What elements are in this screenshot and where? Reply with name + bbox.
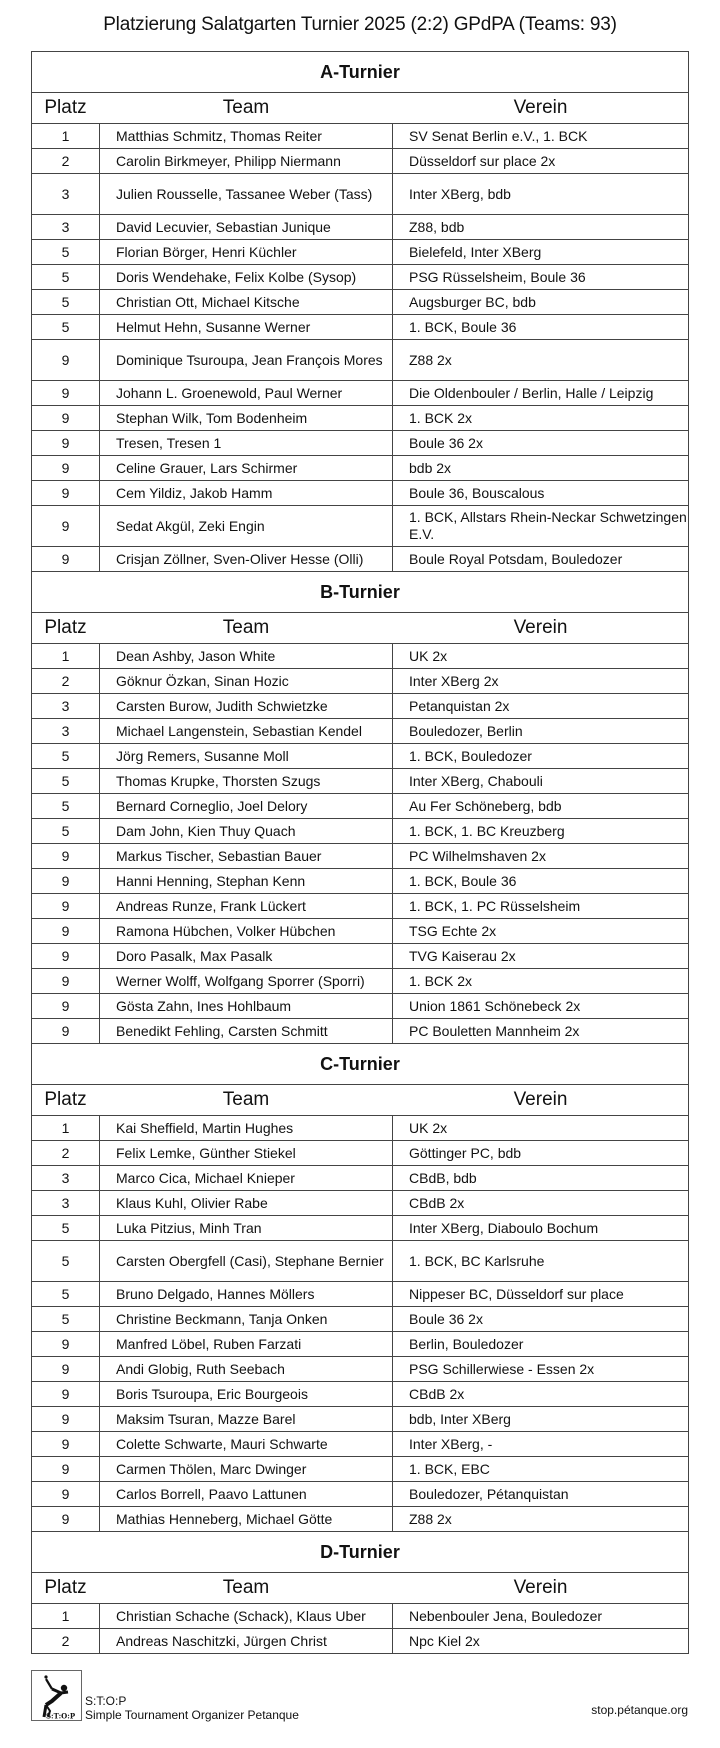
verein-cell: 1. BCK, EBC (393, 1457, 689, 1482)
verein-cell: Nippeser BC, Düsseldorf sur place (393, 1282, 689, 1307)
platz-cell: 5 (32, 240, 100, 265)
platz-cell: 9 (32, 1507, 100, 1532)
table-row (32, 481, 689, 506)
verein-cell: SV Senat Berlin e.V., 1. BCK (393, 124, 689, 149)
team-cell: Markus Tischer, Sebastian Bauer (100, 844, 393, 869)
table-row (32, 844, 689, 869)
platz-cell: 5 (32, 1216, 100, 1241)
table-row (32, 215, 689, 240)
verein-cell: Union 1861 Schönebeck 2x (393, 994, 689, 1019)
verein-cell: Inter XBerg, - (393, 1432, 689, 1457)
section-title: C-Turnier (32, 1044, 689, 1085)
column-header-row (32, 613, 689, 644)
footer-subtitle: Simple Tournament Organizer Petanque (85, 1708, 299, 1722)
table-row (32, 265, 689, 290)
team-cell: Crisjan Zöllner, Sven-Oliver Hesse (Olli) (100, 547, 393, 572)
platz-cell: 9 (32, 919, 100, 944)
platz-cell: 9 (32, 844, 100, 869)
table-row (32, 506, 689, 547)
petanque-player-icon (32, 1671, 81, 1720)
team-cell: Marco Cica, Michael Knieper (100, 1166, 393, 1191)
column-header-row (32, 1573, 689, 1604)
team-cell: Luka Pitzius, Minh Tran (100, 1216, 393, 1241)
table-row (32, 1332, 689, 1357)
table-row (32, 1191, 689, 1216)
team-cell: Christine Beckmann, Tanja Onken (100, 1307, 393, 1332)
team-cell: Felix Lemke, Günther Stiekel (100, 1141, 393, 1166)
platz-cell: 9 (32, 406, 100, 431)
column-header-verein: Verein (393, 1573, 689, 1604)
table-row (32, 1507, 689, 1532)
platz-cell: 5 (32, 794, 100, 819)
footer-url[interactable]: stop.pétanque.org (591, 1703, 688, 1717)
platz-cell: 9 (32, 969, 100, 994)
team-cell: Carolin Birkmeyer, Philipp Niermann (100, 149, 393, 174)
team-cell: Andreas Naschitzki, Jürgen Christ (100, 1629, 393, 1654)
team-cell: Carsten Obergfell (Casi), Stephane Bernier (100, 1241, 393, 1282)
stop-logo (31, 1670, 82, 1721)
team-cell: Celine Grauer, Lars Schirmer (100, 456, 393, 481)
platz-cell: 5 (32, 315, 100, 340)
team-cell: Hanni Henning, Stephan Kenn (100, 869, 393, 894)
verein-cell: CBdB 2x (393, 1382, 689, 1407)
platz-cell: 9 (32, 1332, 100, 1357)
verein-cell: UK 2x (393, 1116, 689, 1141)
table-row (32, 431, 689, 456)
team-cell: Cem Yildiz, Jakob Hamm (100, 481, 393, 506)
platz-cell: 5 (32, 769, 100, 794)
team-cell: Maksim Tsuran, Mazze Barel (100, 1407, 393, 1432)
team-cell: Christian Schache (Schack), Klaus Uber (100, 1604, 393, 1629)
section-header (32, 52, 689, 93)
verein-cell: CBdB, bdb (393, 1166, 689, 1191)
team-cell: Johann L. Groenewold, Paul Werner (100, 381, 393, 406)
platz-cell: 5 (32, 1307, 100, 1332)
verein-cell: TSG Echte 2x (393, 919, 689, 944)
table-row (32, 149, 689, 174)
column-header-team: Team (100, 613, 393, 644)
team-cell: Florian Börger, Henri Küchler (100, 240, 393, 265)
platz-cell: 9 (32, 1382, 100, 1407)
page-title: Platzierung Salatgarten Turnier 2025 (2:2) GPdPA (Teams: 93) (103, 14, 617, 35)
team-cell: Doris Wendehake, Felix Kolbe (Sysop) (100, 265, 393, 290)
platz-cell: 9 (32, 1482, 100, 1507)
verein-cell: Z88 2x (393, 1507, 689, 1532)
verein-cell: 1. BCK 2x (393, 406, 689, 431)
column-header-team: Team (100, 1085, 393, 1116)
section-title: B-Turnier (32, 572, 689, 613)
verein-cell: Inter XBerg, Chabouli (393, 769, 689, 794)
verein-cell: Nebenbouler Jena, Bouledozer (393, 1604, 689, 1629)
column-header-row (32, 1085, 689, 1116)
table-row (32, 1604, 689, 1629)
verein-cell: 1. BCK, Boule 36 (393, 869, 689, 894)
column-header-row (32, 93, 689, 124)
platz-cell: 3 (32, 215, 100, 240)
platz-cell: 9 (32, 1457, 100, 1482)
verein-cell: TVG Kaiserau 2x (393, 944, 689, 969)
platz-cell: 9 (32, 1357, 100, 1382)
team-cell: Carmen Thölen, Marc Dwinger (100, 1457, 393, 1482)
table-row (32, 381, 689, 406)
verein-cell: PC Wilhelmshaven 2x (393, 844, 689, 869)
team-cell: Dean Ashby, Jason White (100, 644, 393, 669)
team-cell: Stephan Wilk, Tom Bodenheim (100, 406, 393, 431)
team-cell: Kai Sheffield, Martin Hughes (100, 1116, 393, 1141)
table-row (32, 944, 689, 969)
team-cell: Tresen, Tresen 1 (100, 431, 393, 456)
platz-cell: 1 (32, 644, 100, 669)
verein-cell: CBdB 2x (393, 1191, 689, 1216)
verein-cell: Die Oldenbouler / Berlin, Halle / Leipzig (393, 381, 689, 406)
table-row (32, 456, 689, 481)
platz-cell: 5 (32, 1282, 100, 1307)
verein-cell: 1. BCK, Allstars Rhein-Neckar Schwetzingen E.V. (393, 506, 689, 547)
platz-cell: 9 (32, 431, 100, 456)
verein-cell: 1. BCK, Boule 36 (393, 315, 689, 340)
table-row (32, 240, 689, 265)
team-cell: Göknur Özkan, Sinan Hozic (100, 669, 393, 694)
table-row (32, 744, 689, 769)
verein-cell: 1. BCK, BC Karlsruhe (393, 1241, 689, 1282)
platz-cell: 9 (32, 869, 100, 894)
column-header-team: Team (100, 1573, 393, 1604)
table-row (32, 1382, 689, 1407)
team-cell: Christian Ott, Michael Kitsche (100, 290, 393, 315)
verein-cell: 1. BCK, 1. PC Rüsselsheim (393, 894, 689, 919)
verein-cell: Au Fer Schöneberg, bdb (393, 794, 689, 819)
platz-cell: 3 (32, 694, 100, 719)
table-row (32, 1116, 689, 1141)
verein-cell: Z88 2x (393, 340, 689, 381)
team-cell: David Lecuvier, Sebastian Junique (100, 215, 393, 240)
team-cell: Boris Tsuroupa, Eric Bourgeois (100, 1382, 393, 1407)
table-row (32, 340, 689, 381)
team-cell: Benedikt Fehling, Carsten Schmitt (100, 1019, 393, 1044)
platz-cell: 1 (32, 124, 100, 149)
verein-cell: Augsburger BC, bdb (393, 290, 689, 315)
verein-cell: bdb 2x (393, 456, 689, 481)
platz-cell: 5 (32, 1241, 100, 1282)
platz-cell: 9 (32, 944, 100, 969)
section-header (32, 1532, 689, 1573)
verein-cell: UK 2x (393, 644, 689, 669)
table-row (32, 819, 689, 844)
platz-cell: 3 (32, 174, 100, 215)
column-header-platz: Platz (32, 1085, 100, 1116)
verein-cell: Boule 36 2x (393, 1307, 689, 1332)
platz-cell: 2 (32, 1141, 100, 1166)
verein-cell: Berlin, Bouledozer (393, 1332, 689, 1357)
section-title: A-Turnier (32, 52, 689, 93)
table-row (32, 1432, 689, 1457)
team-cell: Julien Rousselle, Tassanee Weber (Tass) (100, 174, 393, 215)
platz-cell: 3 (32, 1166, 100, 1191)
team-cell: Sedat Akgül, Zeki Engin (100, 506, 393, 547)
platz-cell: 9 (32, 381, 100, 406)
table-row (32, 644, 689, 669)
team-cell: Bruno Delgado, Hannes Möllers (100, 1282, 393, 1307)
table-row (32, 1019, 689, 1044)
results-table (31, 51, 689, 1654)
platz-cell: 1 (32, 1116, 100, 1141)
team-cell: Thomas Krupke, Thorsten Szugs (100, 769, 393, 794)
verein-cell: Inter XBerg, bdb (393, 174, 689, 215)
table-row (32, 290, 689, 315)
column-header-platz: Platz (32, 1573, 100, 1604)
section-title: D-Turnier (32, 1532, 689, 1573)
verein-cell: Boule 36, Bouscalous (393, 481, 689, 506)
table-row (32, 1282, 689, 1307)
verein-cell: Düsseldorf sur place 2x (393, 149, 689, 174)
team-cell: Dominique Tsuroupa, Jean François Mores (100, 340, 393, 381)
platz-cell: 5 (32, 265, 100, 290)
team-cell: Manfred Löbel, Ruben Farzati (100, 1332, 393, 1357)
team-cell: Ramona Hübchen, Volker Hübchen (100, 919, 393, 944)
platz-cell: 9 (32, 1019, 100, 1044)
svg-text:S:T:O:P: S:T:O:P (46, 1711, 76, 1720)
platz-cell: 3 (32, 719, 100, 744)
table-row (32, 1307, 689, 1332)
table-row (32, 919, 689, 944)
team-cell: Carsten Burow, Judith Schwietzke (100, 694, 393, 719)
platz-cell: 9 (32, 547, 100, 572)
column-header-platz: Platz (32, 613, 100, 644)
team-cell: Andi Globig, Ruth Seebach (100, 1357, 393, 1382)
verein-cell: Z88, bdb (393, 215, 689, 240)
verein-cell: 1. BCK, Bouledozer (393, 744, 689, 769)
verein-cell: Inter XBerg 2x (393, 669, 689, 694)
verein-cell: Bouledozer, Berlin (393, 719, 689, 744)
team-cell: Matthias Schmitz, Thomas Reiter (100, 124, 393, 149)
team-cell: Andreas Runze, Frank Lückert (100, 894, 393, 919)
verein-cell: PSG Rüsselsheim, Boule 36 (393, 265, 689, 290)
platz-cell: 2 (32, 1629, 100, 1654)
table-row (32, 1241, 689, 1282)
section-header (32, 1044, 689, 1085)
team-cell: Dam John, Kien Thuy Quach (100, 819, 393, 844)
team-cell: Carlos Borrell, Paavo Lattunen (100, 1482, 393, 1507)
platz-cell: 9 (32, 456, 100, 481)
table-row (32, 1357, 689, 1382)
table-row (32, 315, 689, 340)
platz-cell: 5 (32, 744, 100, 769)
table-row (32, 769, 689, 794)
platz-cell: 9 (32, 894, 100, 919)
platz-cell: 9 (32, 1407, 100, 1432)
column-header-verein: Verein (393, 93, 689, 124)
team-cell: Bernard Corneglio, Joel Delory (100, 794, 393, 819)
table-row (32, 894, 689, 919)
table-row (32, 124, 689, 149)
verein-cell: Bielefeld, Inter XBerg (393, 240, 689, 265)
column-header-verein: Verein (393, 1085, 689, 1116)
platz-cell: 3 (32, 1191, 100, 1216)
platz-cell: 1 (32, 1604, 100, 1629)
team-cell: Werner Wolff, Wolfgang Sporrer (Sporri) (100, 969, 393, 994)
platz-cell: 9 (32, 994, 100, 1019)
team-cell: Colette Schwarte, Mauri Schwarte (100, 1432, 393, 1457)
table-row (32, 406, 689, 431)
table-row (32, 719, 689, 744)
platz-cell: 9 (32, 506, 100, 547)
table-row (32, 174, 689, 215)
table-row (32, 1407, 689, 1432)
team-cell: Gösta Zahn, Ines Hohlbaum (100, 994, 393, 1019)
verein-cell: 1. BCK 2x (393, 969, 689, 994)
team-cell: Michael Langenstein, Sebastian Kendel (100, 719, 393, 744)
table-row (32, 547, 689, 572)
verein-cell: Petanquistan 2x (393, 694, 689, 719)
table-row (32, 869, 689, 894)
team-cell: Klaus Kuhl, Olivier Rabe (100, 1191, 393, 1216)
verein-cell: Boule 36 2x (393, 431, 689, 456)
section-header (32, 572, 689, 613)
table-row (32, 1457, 689, 1482)
team-cell: Mathias Henneberg, Michael Götte (100, 1507, 393, 1532)
verein-cell: Bouledozer, Pétanquistan (393, 1482, 689, 1507)
platz-cell: 2 (32, 149, 100, 174)
table-row (32, 1482, 689, 1507)
table-row (32, 969, 689, 994)
verein-cell: Inter XBerg, Diaboulo Bochum (393, 1216, 689, 1241)
column-header-platz: Platz (32, 93, 100, 124)
platz-cell: 5 (32, 290, 100, 315)
verein-cell: Boule Royal Potsdam, Bouledozer (393, 547, 689, 572)
table-row (32, 1166, 689, 1191)
footer (31, 1670, 688, 1725)
table-row (32, 1216, 689, 1241)
verein-cell: 1. BCK, 1. BC Kreuzberg (393, 819, 689, 844)
table-row (32, 694, 689, 719)
team-cell: Helmut Hehn, Susanne Werner (100, 315, 393, 340)
platz-cell: 2 (32, 669, 100, 694)
team-cell: Jörg Remers, Susanne Moll (100, 744, 393, 769)
platz-cell: 5 (32, 819, 100, 844)
verein-cell: Göttinger PC, bdb (393, 1141, 689, 1166)
team-cell: Doro Pasalk, Max Pasalk (100, 944, 393, 969)
column-header-verein: Verein (393, 613, 689, 644)
footer-brand: S:T:O:P (85, 1694, 127, 1708)
table-row (32, 994, 689, 1019)
verein-cell: bdb, Inter XBerg (393, 1407, 689, 1432)
verein-cell: Npc Kiel 2x (393, 1629, 689, 1654)
verein-cell: PC Bouletten Mannheim 2x (393, 1019, 689, 1044)
table-row (32, 669, 689, 694)
verein-cell: PSG Schillerwiese - Essen 2x (393, 1357, 689, 1382)
platz-cell: 9 (32, 1432, 100, 1457)
platz-cell: 9 (32, 481, 100, 506)
column-header-team: Team (100, 93, 393, 124)
table-row (32, 1629, 689, 1654)
platz-cell: 9 (32, 340, 100, 381)
table-row (32, 794, 689, 819)
table-row (32, 1141, 689, 1166)
